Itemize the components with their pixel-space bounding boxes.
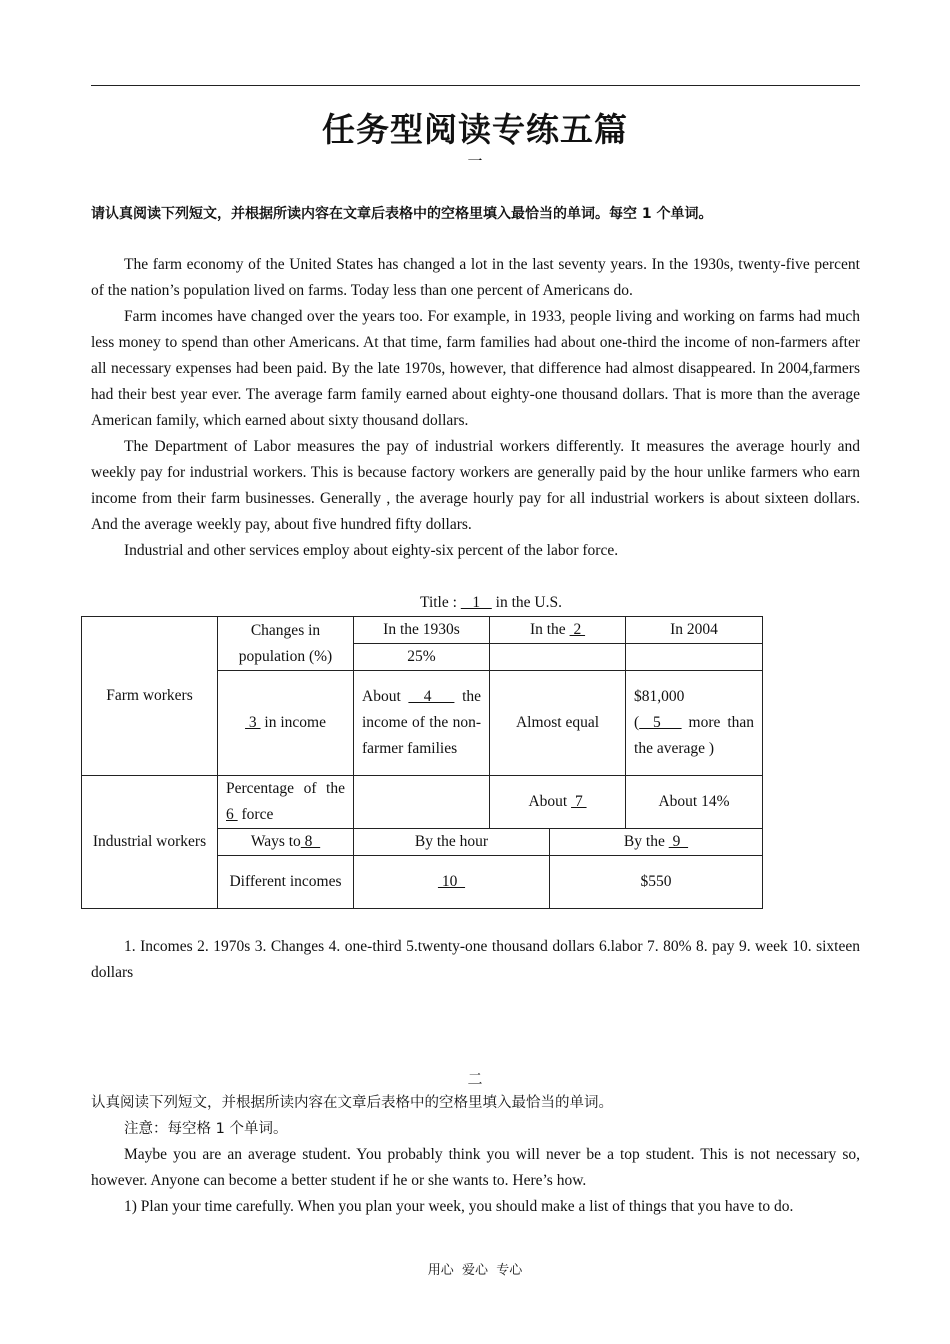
- passage-paragraph: The farm economy of the United States has changed a lot in the last seventy years. In the 1930s, twenty-five percent of the nation’s population lived on farms. Today less than one percent of Americans do.: [91, 256, 860, 299]
- industrial-workers-label: Industrial workers: [82, 776, 218, 909]
- population-2004-cell: [626, 644, 763, 671]
- summary-table: [81, 616, 763, 909]
- passage-paragraph: Maybe you are an average student. You probably think you will never be a top student. This is not necessary so, however. Anyone can become a better student if he or she wants to. Here’s how.: [91, 1146, 860, 1189]
- section-2-instruction: 认真阅读下列短文，并根据所读内容在文章后表格中的空格里填入最恰当的单词。: [91, 1095, 613, 1111]
- blank-8: 8: [300, 833, 321, 850]
- by-the-week: By the 9: [550, 829, 763, 856]
- page-footer: 用心 爱心 专心: [427, 1263, 523, 1278]
- section-1-instruction: 请认真阅读下列短文，并根据所读内容在文章后表格中的空格里填入最恰当的单词。每空 1 个单词。: [91, 206, 713, 222]
- blank-2: 2: [569, 621, 586, 638]
- population-blank-cell: [490, 644, 626, 671]
- farm-workers-label: Farm workers: [82, 617, 218, 776]
- blank-1: 1: [460, 594, 492, 611]
- industrial-percentage: About 7: [490, 776, 626, 829]
- passage-paragraph: 1) Plan your time carefully. When you plan your week, you should make a list of things that you have to do.: [124, 1198, 794, 1215]
- labor-percentage-label: Percentage of the 6 force: [218, 776, 354, 829]
- different-incomes-label: Different incomes: [218, 856, 354, 909]
- blank-6: 6: [226, 806, 238, 823]
- farm-percentage: About 14%: [626, 776, 763, 829]
- by-the-hour: By the hour: [354, 829, 550, 856]
- passage-paragraph: Industrial and other services employ about eighty-six percent of the labor force.: [124, 542, 619, 559]
- blank-10: 10: [437, 873, 466, 890]
- header-2004: In 2004: [626, 617, 763, 644]
- ways-to-pay-label: Ways to 8: [218, 829, 354, 856]
- hourly-income: [354, 856, 550, 909]
- section-1-number: 一: [467, 154, 483, 170]
- section-2-content: [91, 1090, 860, 1220]
- income-1930s: About 4 the income of the non-farmer families: [354, 671, 490, 776]
- income-late-1970s: Almost equal: [490, 671, 626, 776]
- blank-4: 4: [408, 688, 455, 705]
- answer-key: 1. Incomes 2. 1970s 3. Changes 4. one-third 5.twenty-one thousand dollars 6.labor 7. 80% 8. pay 9. week 10. sixteen dollars: [91, 938, 860, 981]
- weekly-income: $550: [550, 856, 763, 909]
- industrial-1930s-cell: [354, 776, 490, 829]
- blank-3: 3: [245, 714, 261, 731]
- income-2004: $81,000 ( 5 more than the average ): [626, 671, 763, 776]
- blank-7: 7: [571, 793, 587, 810]
- header-1930s: In the 1930s: [354, 617, 490, 644]
- section-2-number: 二: [467, 1072, 483, 1088]
- page-title: 任务型阅读专练五篇: [322, 110, 628, 149]
- income-changes-label: 3 in income: [218, 671, 354, 776]
- header-in-the-blank: In the 2: [490, 617, 626, 644]
- passage-paragraph: The Department of Labor measures the pay of industrial workers differently. It measures the average hourly and weekly pay for industrial workers. This is because factory workers are generally paid by the hour unlike farmers who earn income from their farm businesses. Generally , the average hourly pay for all industrial workers is about sixteen dollars. And the average weekly pay, about five hundred fifty dollars.: [91, 438, 860, 533]
- population-1930s: 25%: [354, 644, 490, 671]
- blank-5: 5: [639, 714, 682, 731]
- changes-in-population-label: Changes in population (%): [218, 617, 354, 671]
- passage-paragraph: Farm incomes have changed over the years too. For example, in 1933, people living and working on farms had much less money to spend than other Americans. At that time, farm families had about one-third the income of non-farmers after all necessary expenses had been paid. By the late 1970s, however, that difference had almost disappeared. In 2004,farmers had their best year ever. The average farm family earned about eighty-one thousand dollars. That is more than the average American family, which earned about sixty thousand dollars.: [91, 308, 860, 429]
- table-caption: Title : 1 in the U.S.: [420, 594, 562, 611]
- header-rule: [91, 85, 860, 86]
- section-1-passage: [91, 252, 860, 564]
- blank-9: 9: [668, 833, 689, 850]
- section-2-note: 注意：每空格 1 个单词。: [124, 1121, 288, 1137]
